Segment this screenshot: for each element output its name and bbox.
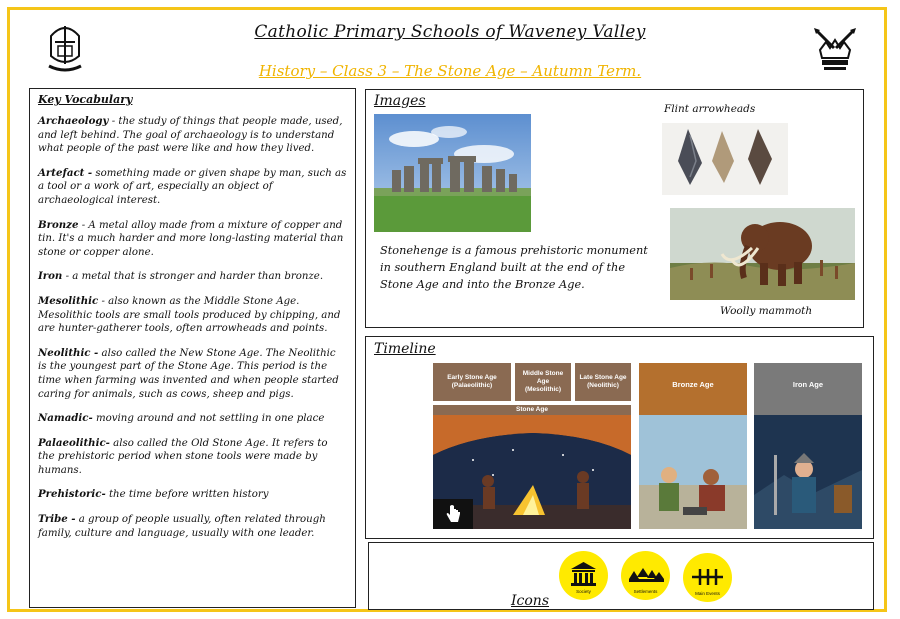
vocabulary-list [38,115,347,540]
bronze-age-illustration [639,415,747,529]
bronze-age-label: Bronze Age [639,363,747,415]
vocabulary-term: Prehistoric- [38,488,106,501]
woolly-mammoth-illustration [670,208,855,300]
vocabulary-term: Iron [38,270,63,283]
settlements-icon [621,551,670,600]
vocabulary-entry [38,437,347,478]
vocabulary-term: Palaeolithic- [38,436,110,449]
flint-arrowheads-caption: Flint arrowheads [664,103,756,115]
settlements-icon-label: Settlements [633,589,658,594]
early-stone-age-label: Early Stone Age (Palaeolithic) [433,363,511,401]
vocabulary-definition: - also known as the Middle Stone Age. Mesolithic tools are small tools produced by chipping, and are hunter-gatherer tools, often arrowheads and points. [38,295,341,335]
vocabulary-entry [38,295,347,336]
society-icon [559,551,608,600]
vocabulary-term: Artefact - [38,166,93,179]
vocabulary-definition: a group of people usually, often related through family, culture and language, usually with one leader. [38,514,326,539]
stone-age-label: Stone Age [433,405,631,415]
vocabulary-definition: - A metal alloy made from a mixture of copper and tin. It's a much harder and more long-lasting material than stone or copper alone. [38,219,344,258]
images-heading: Images [374,93,426,109]
vocabulary-term: Bronze [38,218,79,231]
icons-panel [368,542,874,610]
vocabulary-term: Neolithic - [38,346,99,359]
vocabulary-entry [38,270,347,284]
vocabulary-definition: something made or given shape by man, such as a tool or a work of art, especially an object of archaeological interest. [38,167,347,206]
vocabulary-term: Mesolithic [38,294,99,307]
vocabulary-term: Archaeology [38,115,109,127]
stonehenge-description: Stonehenge is a famous prehistoric monument in southern England built at the end of the Stone Age and into the Bronze Age. [380,244,648,291]
vocabulary-entry [38,167,347,208]
middle-stone-age-label: Middle Stone Age (Mesolithic) [515,363,571,401]
flint-arrowheads-photo [662,123,788,195]
main-events-icon [683,553,732,602]
woolly-mammoth-caption: Woolly mammoth [720,305,813,317]
hand-cursor-icon[interactable] [433,499,473,529]
vocabulary-entry [38,513,347,540]
vocabulary-entry [38,412,347,426]
vocabulary-definition: also called the Old Stone Age. It refers to the prehistoric period when stone tools were made by humans. [38,437,328,476]
main-events-icon-label: Main Events [695,591,720,596]
vocabulary-definition: - a metal that is stronger and harder than bronze. [62,271,324,283]
iron-age-label: Iron Age [754,363,862,415]
key-vocabulary-panel [29,88,356,608]
late-stone-age-label: Late Stone Age (Neolithic) [575,363,631,401]
vocabulary-entry [38,219,347,260]
vocabulary-entry [38,488,347,502]
iron-age-illustration [754,415,862,529]
vocabulary-heading: Key Vocabulary [38,93,133,106]
timeline-panel [365,336,874,539]
vocabulary-term: Tribe - [38,513,76,526]
stonehenge-photo [374,114,531,232]
timeline-heading: Timeline [374,341,436,357]
vocabulary-term: Namadic- [38,412,93,425]
vocabulary-definition: the time before written history [105,489,269,501]
society-icon-label: Society [576,589,591,594]
vocabulary-definition: moving around and not settling in one place [92,413,325,425]
images-panel [365,89,864,328]
vocabulary-definition: - the study of things that people made, used, and left behind. The goal of archaeology is to understand what people of the past were like and how they lived. [38,116,343,155]
icons-heading: Icons [511,593,550,609]
vocabulary-entry [38,115,347,156]
vocabulary-entry [38,347,347,401]
page-subtitle: History – Class 3 – The Stone Age – Autumn Term. [258,62,642,80]
page-title: Catholic Primary Schools of Waveney Valley [254,22,646,42]
vocabulary-definition: also called the New Stone Age. The Neolithic is the youngest part of the Stone Age. This period is the time when farming was invented and when people started caring for animals, such as cows, sheep and pigs. [38,347,339,400]
